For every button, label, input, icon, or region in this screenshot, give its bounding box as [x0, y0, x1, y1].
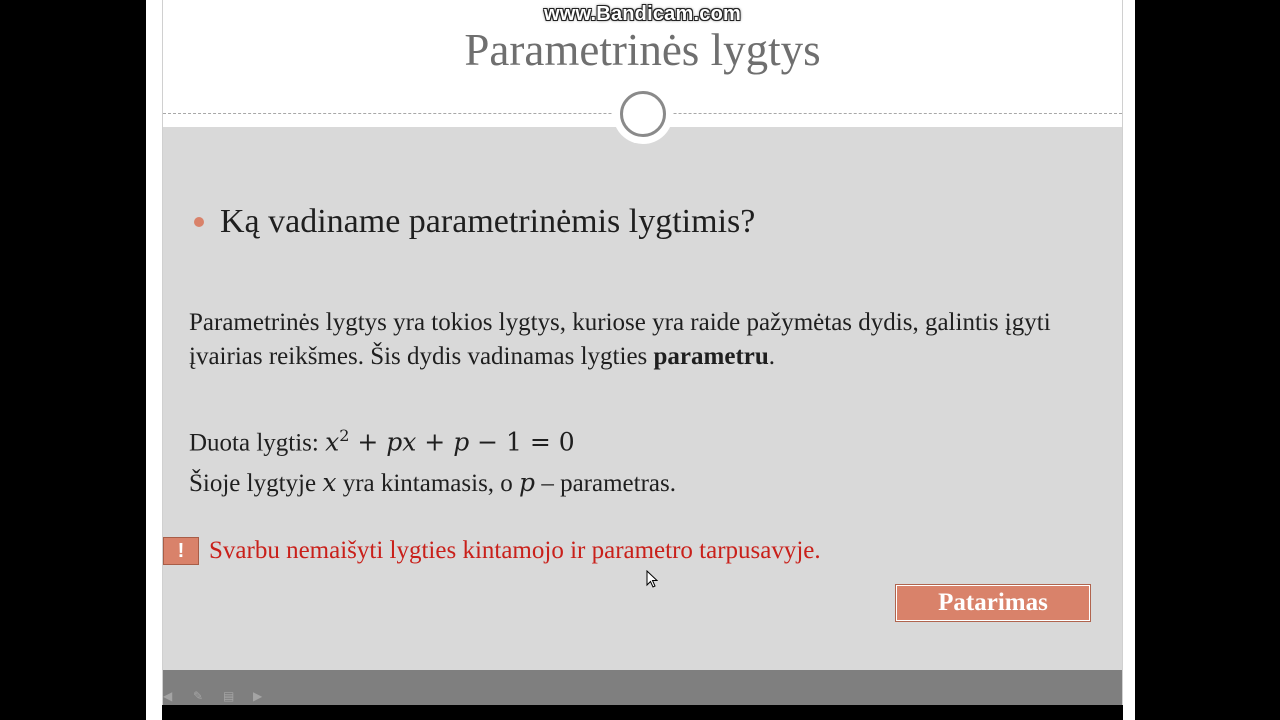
example-block [189, 416, 1089, 504]
mouse-cursor-icon [646, 570, 658, 590]
hint-button[interactable]: Patarimas [895, 584, 1091, 622]
explanation-part-c: – parametras. [535, 470, 676, 498]
warning-row [163, 537, 821, 565]
explanation-part-a: Šioje lygtyje [189, 470, 323, 498]
eq-x: x [325, 427, 340, 457]
example-equation-line [189, 416, 1089, 463]
definition-end: . [768, 343, 776, 370]
warning-icon: ! [163, 537, 199, 565]
next-slide-icon[interactable]: ▶ [253, 689, 263, 703]
eq-sup: 2 [339, 426, 350, 445]
eq-p: p [453, 427, 470, 457]
explanation-var-p: p [519, 468, 536, 498]
circle-ornament-icon [613, 84, 673, 144]
definition-paragraph [189, 306, 1089, 374]
eq-plus1: + [349, 427, 387, 457]
warning-text: Svarbu nemaišyti lygties kintamojo ir parametro tarpusavyje. [209, 537, 821, 564]
slide-show-controls [163, 690, 269, 702]
explanation-var-x: x [322, 468, 337, 498]
example-explanation-line [189, 463, 1089, 504]
explanation-part-b: yra kintamasis, o [336, 470, 520, 498]
definition-bold-term: parametru [653, 343, 769, 370]
slide-content [163, 127, 1123, 670]
eq-px: px [386, 427, 417, 457]
left-gutter [146, 0, 162, 720]
bullet-question [194, 203, 755, 241]
previous-slide-icon[interactable]: ◀ [163, 689, 173, 703]
example-prefix: Duota lygtis: [189, 429, 326, 457]
eq-plus2: + [416, 427, 454, 457]
bullet-dot-icon [194, 217, 204, 227]
right-gutter [1123, 0, 1135, 720]
slide-title: Parametrinės lygtys [464, 25, 821, 75]
footer-bar [163, 670, 1123, 705]
presentation-slide [162, 0, 1123, 705]
bandicam-watermark: www.Bandicam.com [544, 3, 741, 25]
eq-rest: − 1 = 0 [469, 427, 575, 457]
bullet-text: Ką vadiname parametrinėmis lygtimis? [220, 203, 756, 240]
slides-menu-icon[interactable]: ▤ [223, 689, 235, 703]
definition-text: Parametrinės lygtys yra tokios lygtys, kuriose yra raide pažymėtas dydis, galintis įgyti įvairias reikšmes. Šis dydis vadinamas lygties [189, 309, 1051, 370]
pen-icon[interactable]: ✎ [193, 689, 204, 703]
